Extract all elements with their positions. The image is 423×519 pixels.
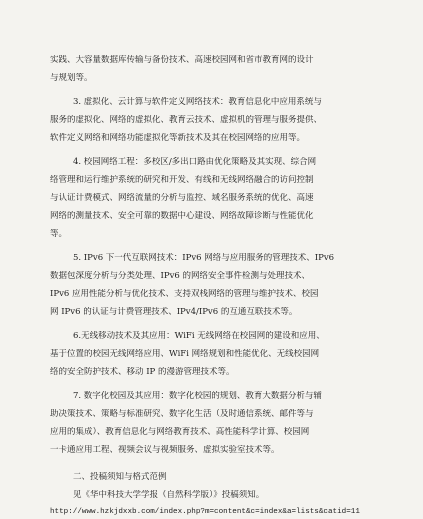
item-5-line-2: 数据包深度分析与分类处理、IPv6 的网络安全事件检测与处理技术、 [50,271,310,281]
item-4-line-1: 4. 校园网络工程：多校区/多出口路由优化策略及其实现、综合网 [73,157,317,167]
item-7-line-2: 助决策技术、策略与标准研究、数字化生活（及时通信系统、邮件等与 [50,409,314,419]
item-5-line-4: 网 IPv6 的认证与计费管理技术、IPv4/IPv6 的互通互联技术等。 [50,307,298,317]
item-5-line-3: IPv6 应用性能分析与优化技术、支持双栈网络的管理与维护技术、校园 [50,289,319,299]
item-3-line-2: 服务的虚拟化、网络的虚拟化、教育云技术、虚拟机的管理与服务提供、 [50,115,323,125]
submission-url: http://www.hzkjdxxb.com/index.php?m=content&c=index&a=lists&catid=11 [50,508,360,516]
item-6-line-2: 基于位置的校园无线网络应用、WiFi 网络规划和性能优化、无线校园网 [50,349,320,359]
item-4-line-2: 络管理和运行维护系统的研究和开发、有线和无线网络融合的访问控制 [50,175,314,185]
item-4-line-3: 与认证计费模式、网络流量的分析与监控、域名服务系统的优化、高速 [50,193,314,203]
item-3-line-1: 3. 虚拟化、云计算与软件定义网络技术：教育信息化中应用系统与 [73,97,322,107]
intro-line-1: 实践、大容量数据库传输与备份技术、高速校园网和省市教育网的设计 [50,55,314,65]
section-2-line: 见《华中科技大学学报（自然科学版）》投稿须知。 [73,490,265,500]
item-4-line-4: 网络的测量技术、安全可靠的数据中心建设、网络故障诊断与性能优化 [50,211,314,221]
section-2-heading: 二、投稿须知与格式范例 [73,472,167,482]
item-6-line-1: 6.无线移动技术及其应用：WiFi 无线网络在校园网的建设和应用、 [73,331,325,341]
item-7-line-4: 一卡通应用工程、视频会议与视频服务、虚拟实验室技术等。 [50,445,280,455]
intro-line-2: 与规划等。 [50,73,93,83]
item-3-line-3: 软件定义网络和网络功能虚拟化等新技术及其在校园网络的应用等。 [50,133,306,143]
item-4-line-5: 等。 [50,229,68,239]
item-5-line-1: 5. IPv6 下一代互联网技术：IPv6 网络与应用服务的管理技术、IPv6 [73,253,335,263]
item-6-line-3: 络的安全防护技术、移动 IP 的漫游管理技术等。 [50,367,235,377]
item-7-line-1: 7. 数字化校园及其应用：数字化校园的规划、教育大数据分析与辅 [73,391,322,401]
item-7-line-3: 应用的集成）、教育信息化与网络教育技术、高性能科学计算、校园网 [50,427,310,437]
